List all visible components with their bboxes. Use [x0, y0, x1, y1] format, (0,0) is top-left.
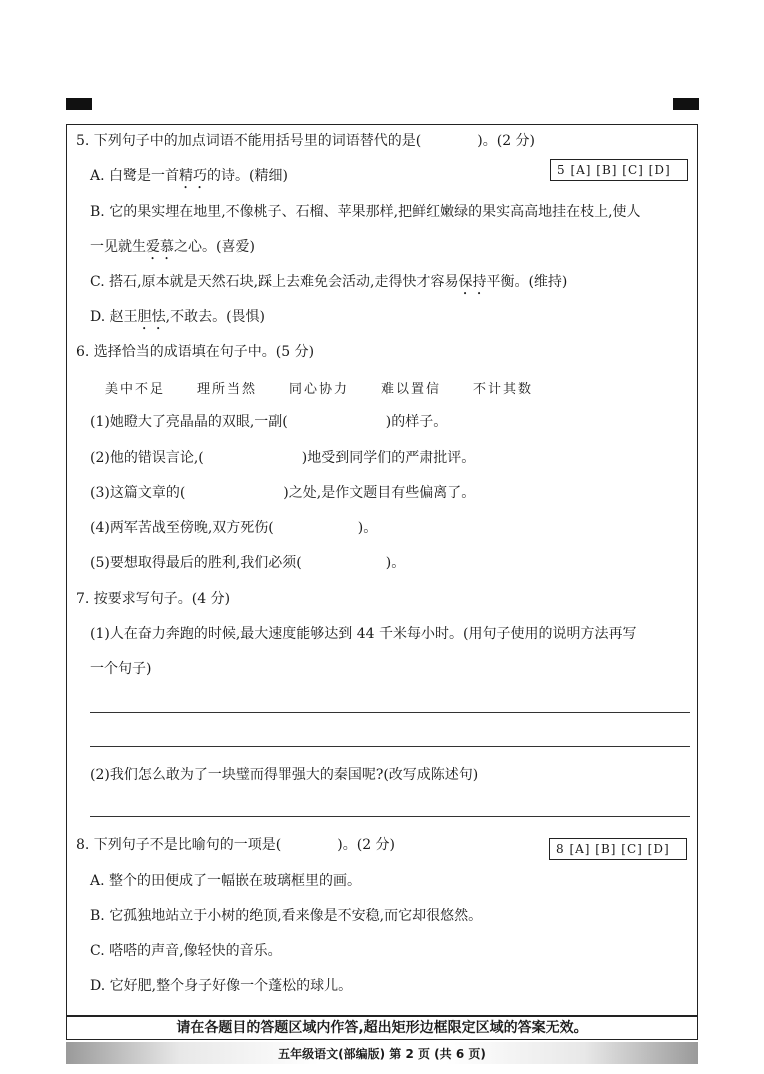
q5-c-dotted-word: 保持 — [458, 274, 487, 290]
page-footer: 五年级语文(部编版) 第 2 页 (共 6 页) — [278, 1047, 486, 1061]
q5-a-text: A. 白鹭是一首 — [90, 168, 180, 184]
q5-d-dotted-word: 胆怯 — [137, 309, 166, 325]
q7-answer-line-3[interactable] — [90, 816, 690, 817]
q7-answer-line-2[interactable] — [90, 746, 690, 747]
q7-answer-line-1[interactable] — [90, 712, 690, 713]
idiom-3: 同心协力 — [289, 382, 350, 397]
q8-answer-box[interactable]: 8 [A] [B] [C] [D] — [549, 838, 687, 860]
q5-option-a — [90, 167, 288, 192]
q5-b-text: 一见就生 — [90, 239, 146, 255]
q6-item-3[interactable]: (3)这篇文章的( )之处,是作文题目有些偏离了。 — [90, 485, 476, 501]
q5-d-text: D. 赵王 — [90, 309, 138, 325]
q8-option-b: B. 它孤独地站立于小树的绝顶,看来像是不安稳,而它却很悠然。 — [90, 908, 483, 924]
q6-item-4[interactable]: (4)两军苦战至傍晚,双方死伤( )。 — [90, 520, 378, 536]
q7-item2: (2)我们怎么敢为了一块璧而得罪强大的秦国呢?(改写成陈述句) — [90, 767, 479, 783]
q5-option-b-line1: B. 它的果实埋在地里,不像桃子、石榴、苹果那样,把鲜红嫩绿的果实高高地挂在枝上,使人 — [90, 204, 641, 220]
q5-answer-box[interactable]: 5 [A] [B] [C] [D] — [550, 159, 688, 181]
q5-b-text-end: 之心。(喜爱) — [174, 239, 255, 255]
q8-option-c: C. 嗒嗒的声音,像轻快的音乐。 — [90, 943, 282, 959]
q5-option-d — [90, 308, 265, 333]
q6-item-2[interactable]: (2)他的错误言论,( )地受到同学们的严肃批评。 — [90, 450, 476, 466]
q5-d-text-end: ,不敢去。(畏惧) — [165, 309, 266, 325]
idiom-5: 不计其数 — [473, 382, 534, 397]
q6-stem: 6. 选择恰当的成语填在句子中。(5 分) — [76, 344, 315, 360]
q5-a-text-end: 的诗。(精细) — [207, 168, 288, 184]
q8-option-a: A. 整个的田便成了一幅嵌在玻璃框里的画。 — [90, 873, 362, 889]
q5-b-dotted-word: 爱慕 — [146, 239, 174, 255]
q6-item-5[interactable]: (5)要想取得最后的胜利,我们必须( )。 — [90, 555, 406, 571]
q5-stem: 5. 下列句子中的加点词语不能用括号里的词语替代的是( )。(2 分) — [76, 133, 536, 149]
q5-a-dotted-word: 精巧 — [179, 168, 208, 184]
q7-stem: 7. 按要求写句子。(4 分) — [76, 591, 231, 607]
idiom-1: 美中不足 — [105, 382, 166, 397]
q6-item-1[interactable]: (1)她瞪大了亮晶晶的双眼,一副( )的样子。 — [90, 414, 448, 430]
q8-stem: 8. 下列句子不是比喻句的一项是( )。(2 分) — [76, 837, 396, 853]
q5-option-c — [90, 273, 567, 298]
q5-option-b-line2 — [90, 238, 255, 263]
q6-idiom-bank — [105, 378, 565, 397]
q5-c-text-end: 平衡。(维持) — [486, 274, 568, 290]
answer-area-notice: 请在各题目的答题区域内作答,超出矩形边框限定区域的答案无效。 — [66, 1016, 698, 1040]
q7-item1-line2: 一个句子) — [90, 661, 152, 677]
q8-option-d: D. 它好肥,整个身子好像一个蓬松的球儿。 — [90, 978, 353, 994]
registration-mark-right — [673, 98, 699, 110]
q5-c-text: C. 搭石,原本就是天然石块,踩上去难免会活动,走得快才容易 — [90, 274, 459, 290]
registration-mark-left — [66, 98, 92, 110]
idiom-2: 理所当然 — [197, 382, 258, 397]
q7-item1-line1: (1)人在奋力奔跑的时候,最大速度能够达到 44 千米每小时。(用句子使用的说明方法再写 — [90, 626, 637, 642]
idiom-4: 难以置信 — [381, 382, 442, 397]
